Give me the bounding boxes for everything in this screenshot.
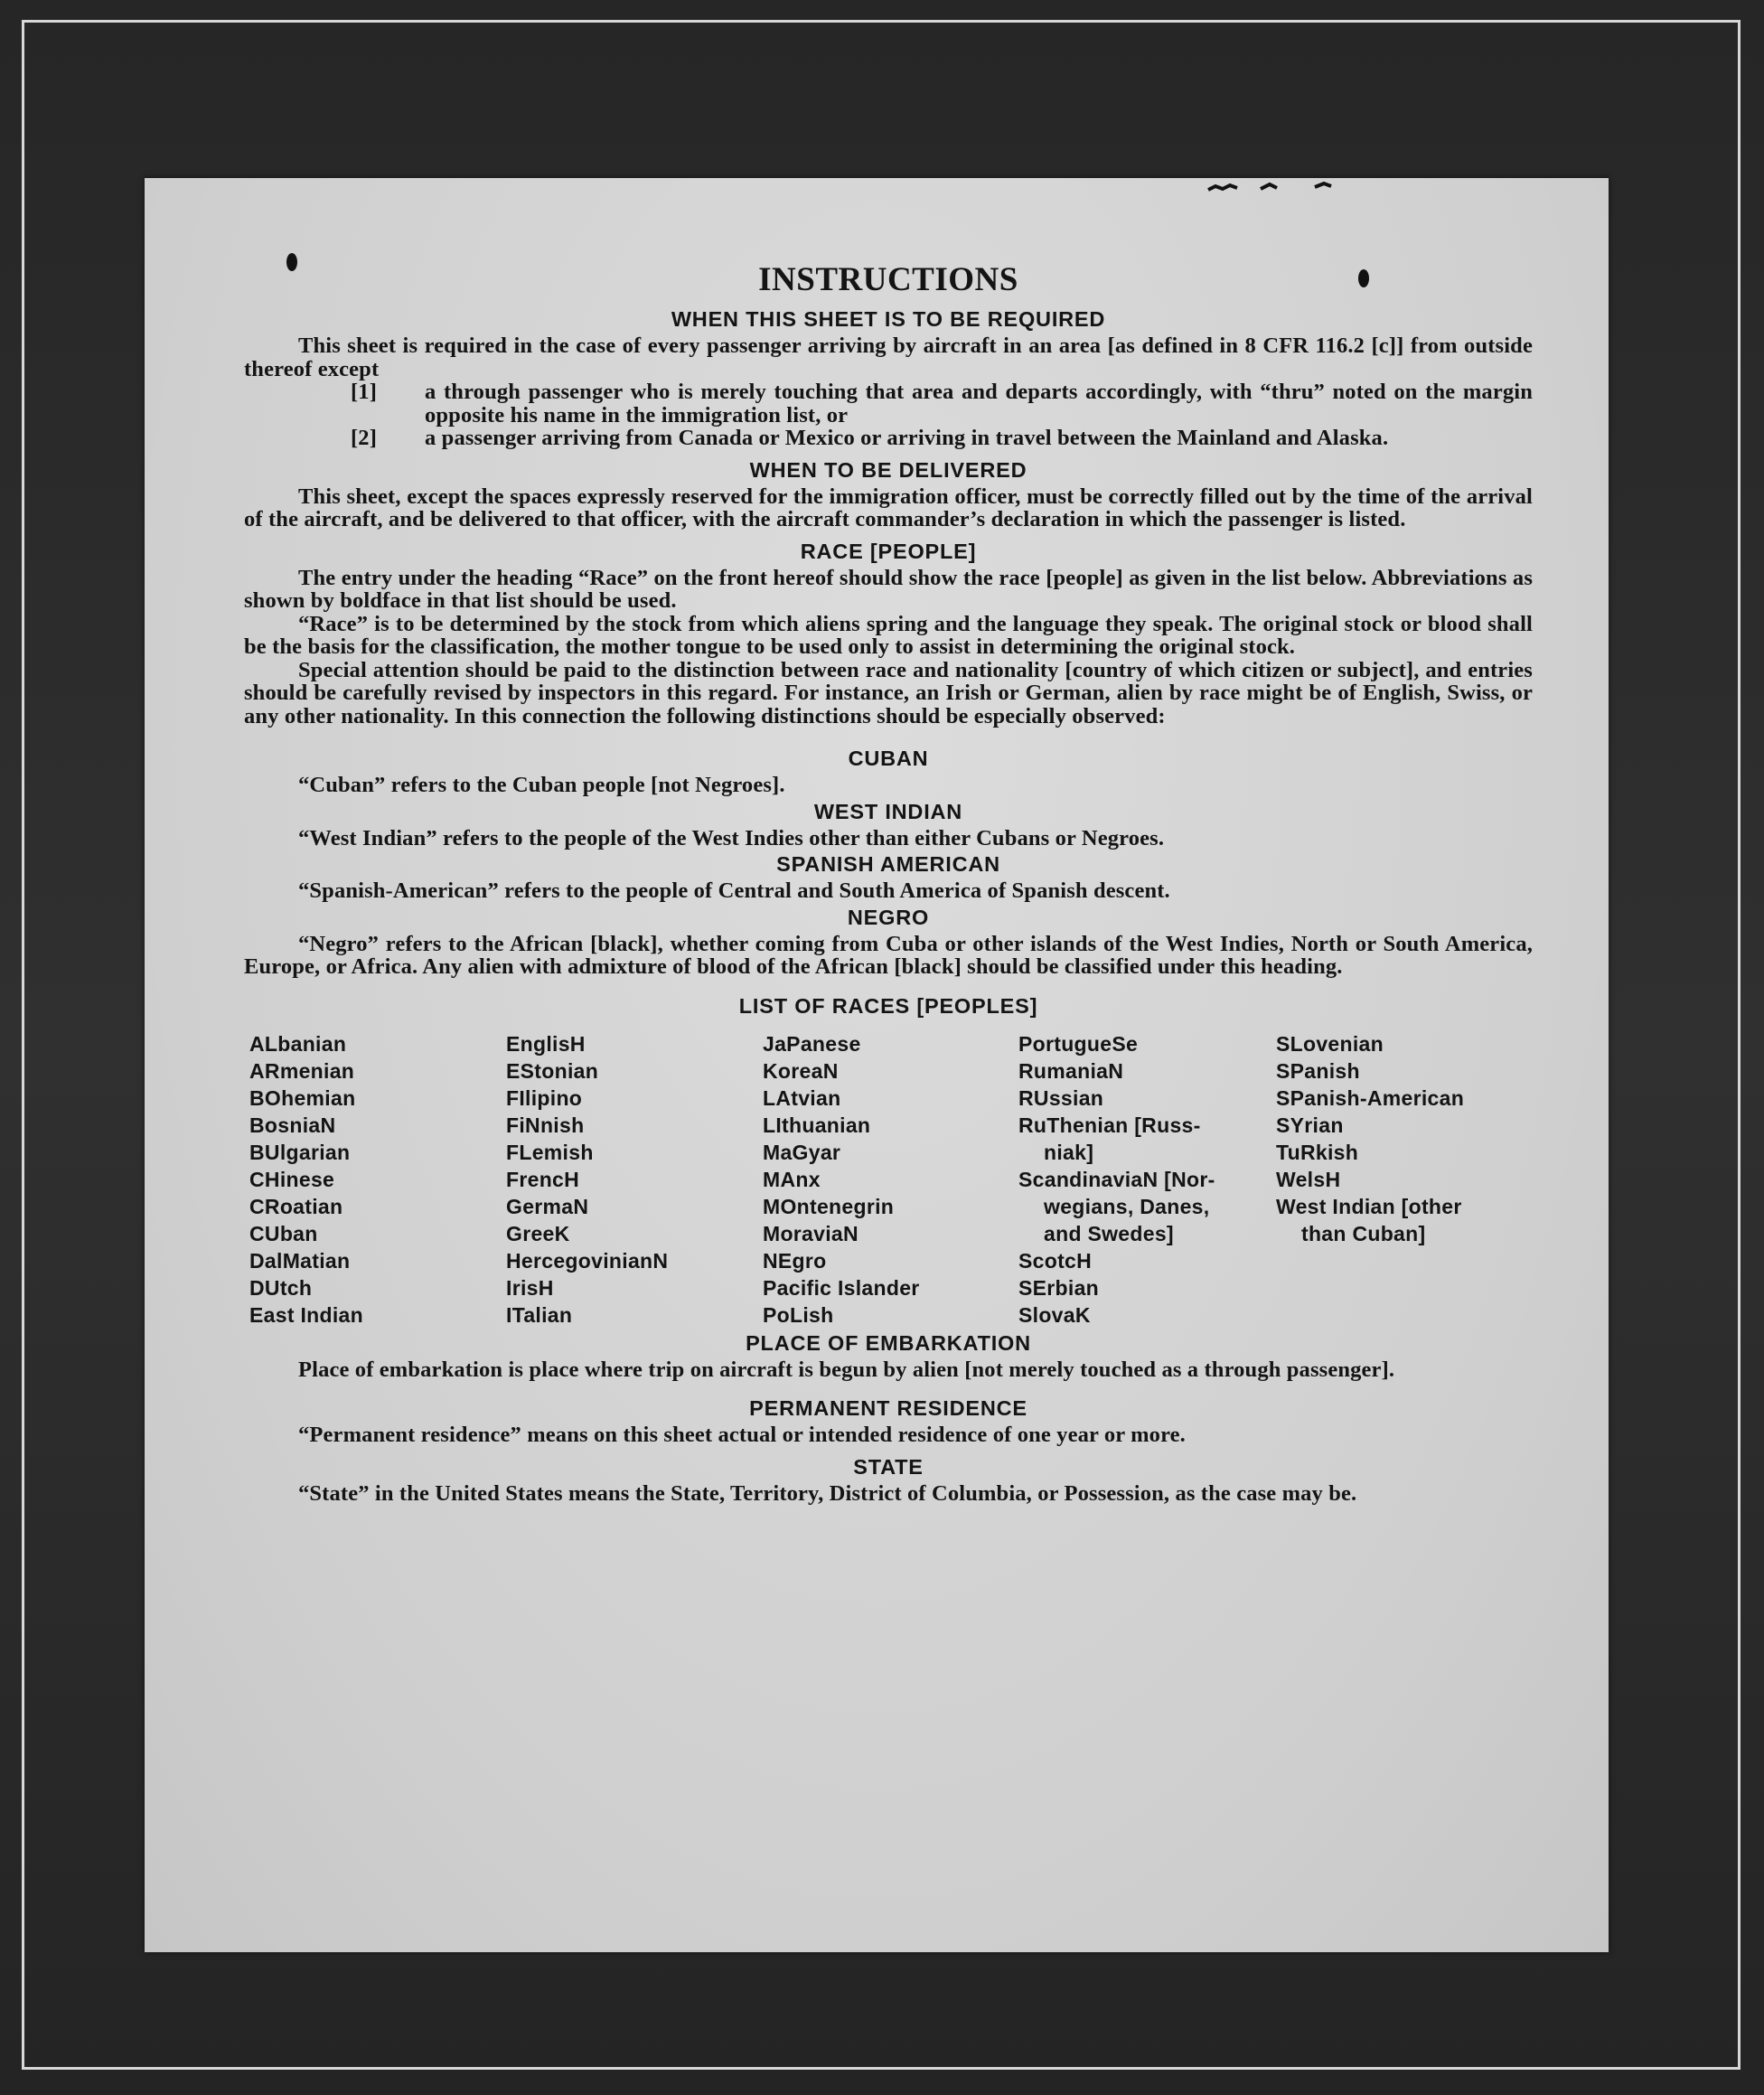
race-column [1018,1030,1215,1329]
race-entry: KoreaN [763,1058,839,1083]
required-intro: This sheet is required in the case of every passenger arriving by aircraft in an area [as defined in 8 CFR 116.2 [c]] from outside thereof except [244,334,1533,381]
race-entry: LIthuanian [763,1113,871,1137]
race-entry: SLovenian [1276,1031,1384,1056]
heading-race: RACE [PEOPLE] [800,539,977,563]
race-entry: and Swedes] [1044,1221,1174,1245]
race-entry: PoLish [763,1302,834,1327]
torn-edge-marks [1206,181,1333,193]
heading-state: STATE [853,1454,924,1479]
race-column [763,1030,920,1329]
cuban-text: “Cuban” refers to the Cuban people [not Negroes]. [298,773,785,797]
race-entry: EnglisH [506,1031,586,1056]
race-entry: FIlipino [506,1085,583,1110]
race-entry: CUban [249,1221,318,1245]
race-entry: GermaN [506,1194,589,1218]
race-entry: MoraviaN [763,1221,859,1245]
race-entry: West Indian [other [1276,1194,1462,1218]
race-entry: JaPanese [763,1031,861,1056]
race-entry: SYrian [1276,1113,1344,1137]
heading-place-of-embarkation: PLACE OF EMBARKATION [746,1330,1031,1355]
exception-item [244,380,1533,427]
race-entry: PortugueSe [1018,1031,1139,1056]
race-entry: ScandinaviaN [Nor- [1018,1167,1215,1191]
race-entry: DUtch [249,1275,313,1300]
race-entry: EStonian [506,1058,599,1083]
race-entry: BUlgarian [249,1140,351,1164]
race-entry: BosniaN [249,1113,336,1137]
exception-item [244,427,1533,450]
race-entry: MAnx [763,1167,821,1191]
race-entry: WelsH [1276,1167,1341,1191]
race-entry: Pacific Islander [763,1275,920,1300]
race-entry: niak] [1044,1140,1094,1164]
race-entry: DalMatian [249,1248,351,1273]
residence-text: “Permanent residence” means on this sheet actual or intended residence of one year or more. [298,1423,1186,1447]
spanish-american-text: “Spanish-American” refers to the people of Central and South America of Spanish descent. [298,878,1170,903]
race-entry: RumaniaN [1018,1058,1124,1083]
race-entry: FrencH [506,1167,580,1191]
race-entry: SErbian [1018,1275,1100,1300]
exception-text: a passenger arriving from Canada or Mexico or arriving in travel between the Mainland and Alaska. [425,426,1389,450]
delivered-text: This sheet, except the spaces expressly reserved for the immigration officer, must be correctly filled out by the time of the arrival of the aircraft, and be delivered to that officer, with the aircraft commander’s declaration in which the passenger is listed. [244,484,1533,531]
heading-negro: NEGRO [847,905,930,929]
page-title: INSTRUCTIONS [758,261,1018,298]
exception-marker: [2] [351,426,378,450]
race-entry: TuRkish [1276,1140,1359,1164]
race-entry: SPanish [1276,1058,1360,1083]
race-entry: ITalian [506,1302,573,1327]
exception-text: a through passenger who is merely touching that area and departs accordingly, with “thru” noted on the margin opposite his name in the immigration list, or [425,380,1533,427]
race-entry: FiNnish [506,1113,585,1137]
heading-list-of-races: LIST OF RACES [PEOPLES] [738,993,1038,1018]
race-entry: IrisH [506,1275,554,1300]
heading-spanish-american: SPANISH AMERICAN [776,852,1000,876]
race-entry: GreeK [506,1221,570,1245]
race-entry: HercegovinianN [506,1248,669,1273]
race-entry: RuThenian [Russ- [1018,1113,1201,1137]
race-entry: than Cuban] [1301,1221,1426,1245]
heading-when-required: WHEN THIS SHEET IS TO BE REQUIRED [671,307,1106,331]
race-entry: MOntenegrin [763,1194,895,1218]
state-text: “State” in the United States means the State, Territory, District of Columbia, or Possession, as the case may be. [298,1480,1357,1506]
exception-marker: [1] [351,380,378,404]
race-column [1276,1030,1464,1247]
race-paragraph: “Race” is to be determined by the stock from which aliens spring and the language they speak. The original stock or blood shall be the basis for the classification, the mother tongue to be used only to assist in determining the original stock. [244,611,1533,659]
race-entry: ScotcH [1018,1248,1093,1273]
race-entry: SlovaK [1018,1302,1091,1327]
heading-cuban: CUBAN [848,747,929,770]
race-entry: ALbanian [249,1031,347,1056]
heading-west-indian: WEST INDIAN [813,799,963,823]
race-entry: ARmenian [249,1058,355,1083]
race-entry: SPanish-American [1276,1085,1465,1110]
race-entry: LAtvian [763,1085,841,1110]
race-entry: East Indian [249,1302,363,1327]
negro-text: “Negro” refers to the African [black], whether coming from Cuba or other islands of the West Indies, North or South America, Europe, or Africa. Any alien with admixture of blood of the African [black] should be classified under this heading. [244,931,1533,979]
race-entry: CHinese [249,1167,335,1191]
instructions-content [244,256,1533,1505]
race-column [249,1030,363,1329]
race-entry: MaGyar [763,1140,841,1164]
race-entry: wegians, Danes, [1044,1194,1210,1218]
race-paragraph: The entry under the heading “Race” on the front hereof should show the race [people] as given in the list below. Abbreviations as shown by boldface in that list should be used. [244,565,1533,613]
west-indian-text: “West Indian” refers to the people of the West Indies other than either Cubans or Negroes. [298,825,1165,850]
race-entry: NEgro [763,1248,827,1273]
heading-when-delivered: WHEN TO BE DELIVERED [749,457,1027,482]
race-column [506,1030,668,1329]
race-entry: RUssian [1018,1085,1104,1110]
race-paragraph: Special attention should be paid to the distinction between race and nationality [country of which citizen or subject], and entries should be carefully revised by inspectors in this regard. For instance, an Irish or German, alien by race might be of English, Swiss, or any other nationality. In this connection the following distinctions should be especially observed: [244,657,1533,728]
embarkation-text: Place of embarkation is place where trip on aircraft is begun by alien [not merely touched as a through passenger]. [298,1357,1395,1382]
race-list [244,1030,1533,1329]
heading-permanent-residence: PERMANENT RESIDENCE [749,1396,1027,1420]
race-entry: FLemish [506,1140,594,1164]
race-entry: CRoatian [249,1194,343,1218]
race-entry: BOhemian [249,1085,356,1110]
